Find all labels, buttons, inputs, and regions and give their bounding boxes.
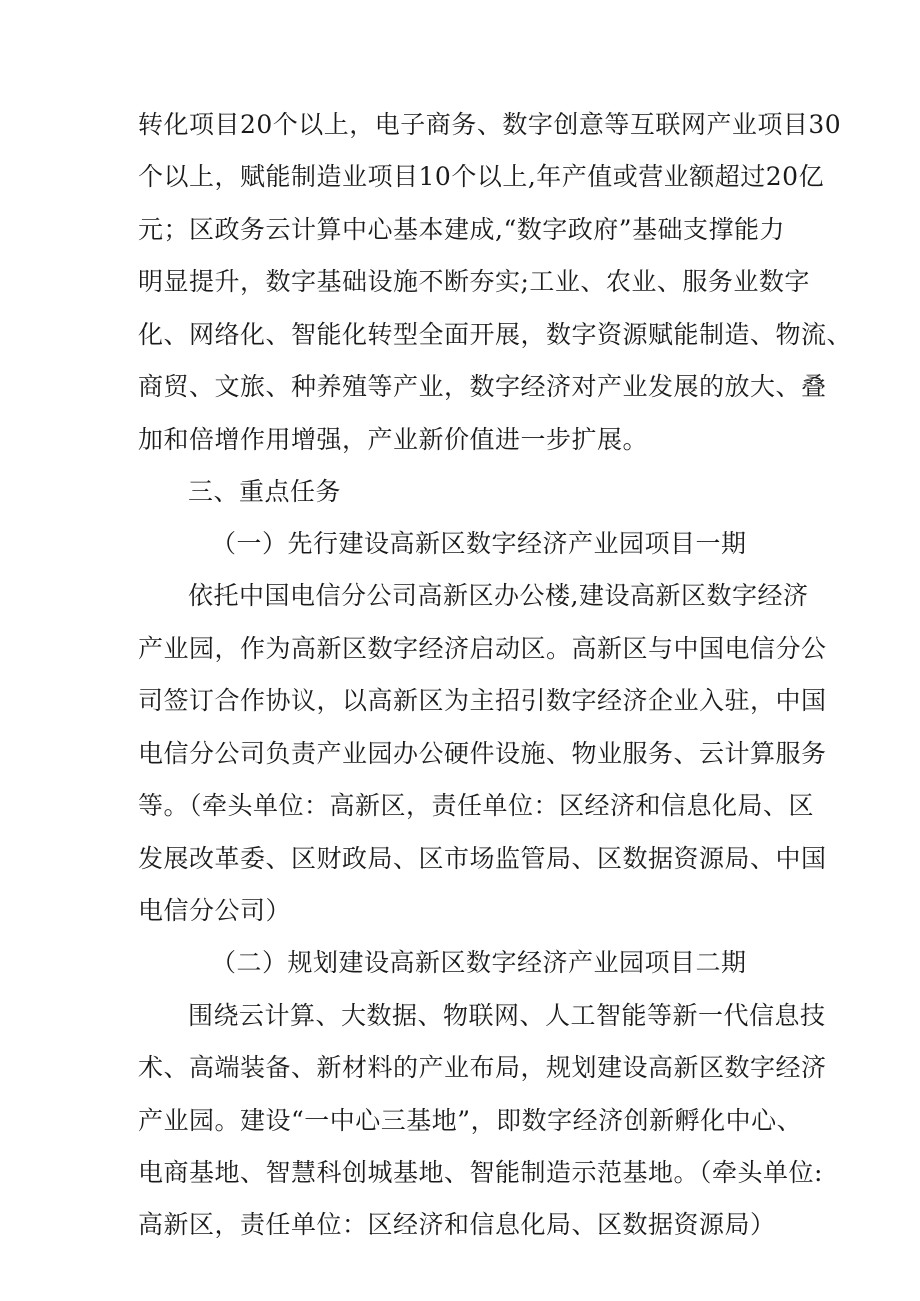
- paragraph-line: 元；区政务云计算中心基本建成,“数字政府”基础支撑能力: [138, 215, 786, 244]
- paragraph-line: 电信分公司负责产业园办公硬件设施、物业服务、云计算服务: [138, 739, 827, 768]
- paragraph-line: 电商基地、智慧科创城基地、智能制造示范基地。（牵头单位:: [138, 1158, 823, 1187]
- section-heading: 三、重点任务: [188, 477, 342, 506]
- subsection-heading: （二）规划建设高新区数字经济产业园项目二期: [211, 948, 747, 977]
- paragraph-line: 明显提升，数字基础设施不断夯实;工业、农业、服务业数字: [138, 267, 810, 296]
- paragraph-line: 电信分公司）: [138, 896, 292, 925]
- paragraph-line: 高新区，责任单位：区经济和信息化局、区数据资源局）: [138, 1210, 776, 1239]
- paragraph-line: 个以上，赋能制造业项目10个以上,年产值或营业额超过20亿: [138, 162, 825, 191]
- paragraph-line: 围绕云计算、大数据、物联网、人工智能等新一代信息技: [188, 1001, 826, 1030]
- paragraph-line: 商贸、文旅、种养殖等产业，数字经济对产业发展的放大、叠: [138, 372, 827, 401]
- paragraph-line: 加和倍增作用增强，产业新价值进一步扩展。: [138, 425, 649, 454]
- paragraph-line: 司签订合作协议，以高新区为主招引数字经济企业入驻，中国: [138, 686, 827, 715]
- paragraph-line: 发展改革委、区财政局、区市场监管局、区数据资源局、中国: [138, 844, 827, 873]
- paragraph-line: 等。（牵头单位：高新区，责任单位：区经济和信息化局、区: [138, 791, 815, 820]
- paragraph-line: 转化项目20个以上，电子商务、数字创意等互联网产业项目30: [138, 110, 842, 139]
- paragraph-line: 依托中国电信分公司高新区办公楼,建设高新区数字经济: [188, 581, 809, 610]
- paragraph-line: 化、网络化、智能化转型全面开展，数字资源赋能制造、物流、: [138, 320, 853, 349]
- subsection-heading: （一）先行建设高新区数字经济产业园项目一期: [211, 529, 747, 558]
- paragraph-line: 产业园。建设“一中心三基地”，即数字经济创新孵化中心、: [138, 1106, 803, 1135]
- paragraph-line: 术、高端装备、新材料的产业布局，规划建设高新区数字经济: [138, 1053, 827, 1082]
- paragraph-line: 产业园，作为高新区数字经济启动区。高新区与中国电信分公: [138, 634, 827, 663]
